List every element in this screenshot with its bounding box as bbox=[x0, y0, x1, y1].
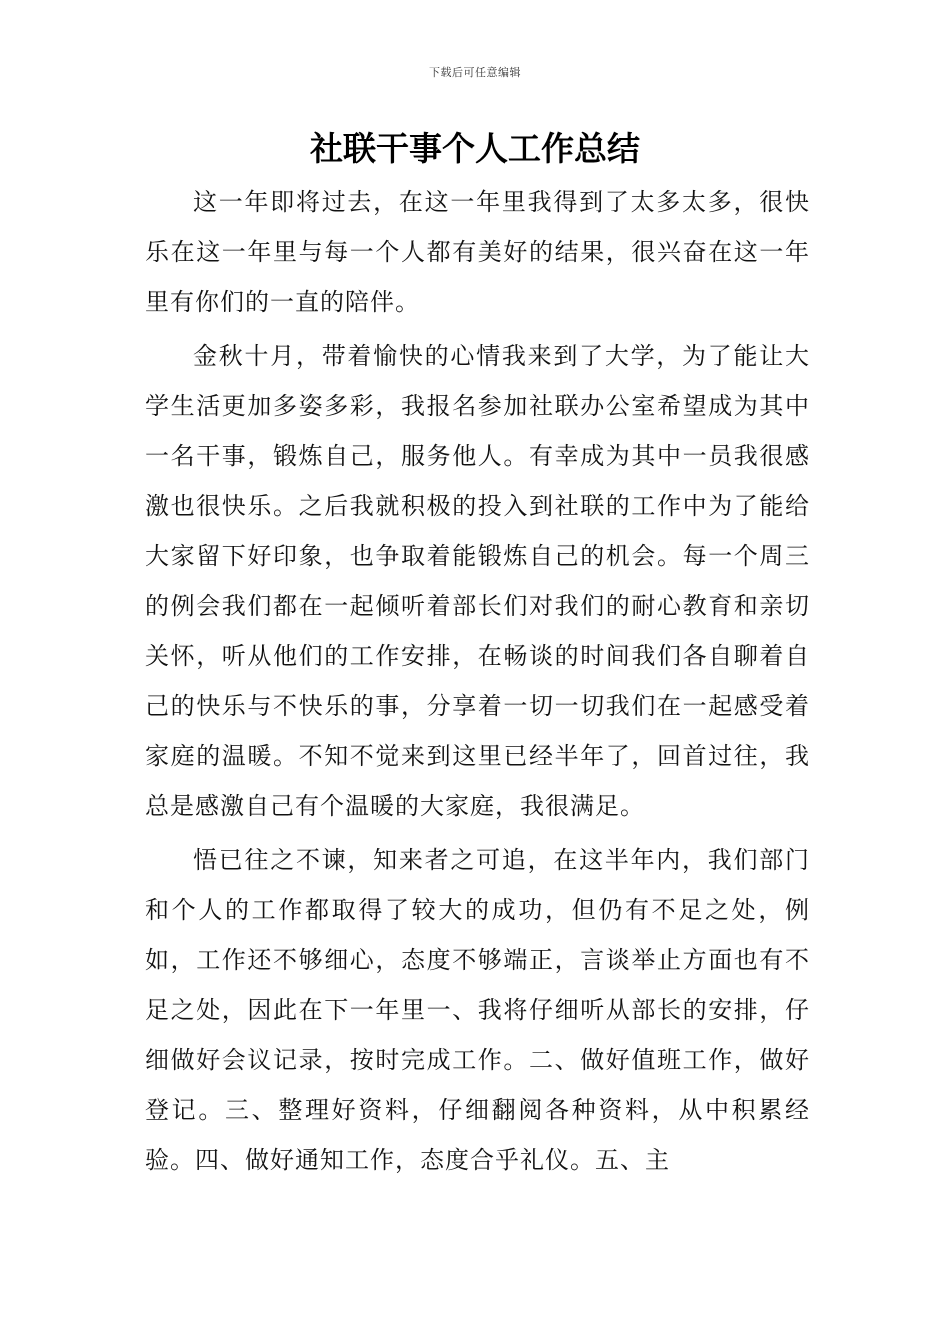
page-header-note: 下载后可任意编辑 bbox=[429, 66, 521, 79]
paragraph-plans: 悟已往之不谏，知来者之可追，在这半年内，我们部门和个人的工作都取得了较大的成功，但仍有不足之处，例如，工作还不够细心，态度不够端正，言谈举止方面也有不足之处，因此在下一年里一、我将仔细听从部长的安排，仔细做好会议记录，按时完成工作。二、做好值班工作，做好登记。三、整理好资料，仔细翻阅各种资料，从中积累经验。四、做好通知工作，态度合乎礼仪。五、主 bbox=[145, 846, 810, 1174]
document-title: 社联干事个人工作总结 bbox=[310, 129, 640, 168]
document-body bbox=[145, 177, 810, 1189]
paragraph-intro: 这一年即将过去，在这一年里我得到了太多太多，很快乐在这一年里与每一个人都有美好的结果，很兴奋在这一年里有你们的一直的陪伴。 bbox=[145, 188, 810, 316]
paragraph-experience: 金秋十月，带着愉快的心情我来到了大学，为了能让大学生活更加多姿多彩，我报名参加社联办公室希望成为其中一名干事，锻炼自己，服务他人。有幸成为其中一员我很感激也很快乐。之后我就积极的投入到社联的工作中为了能给大家留下好印象，也争取着能锻炼自己的机会。每一个周三的例会我们都在一起倾听着部长们对我们的耐心教育和亲切关怀，听从他们的工作安排，在畅谈的时间我们各自聊着自己的快乐与不快乐的事，分享着一切一切我们在一起感受着家庭的温暖。不知不觉来到这里已经半年了，回首过往，我总是感激自己有个温暖的大家庭，我很满足。 bbox=[145, 342, 810, 820]
